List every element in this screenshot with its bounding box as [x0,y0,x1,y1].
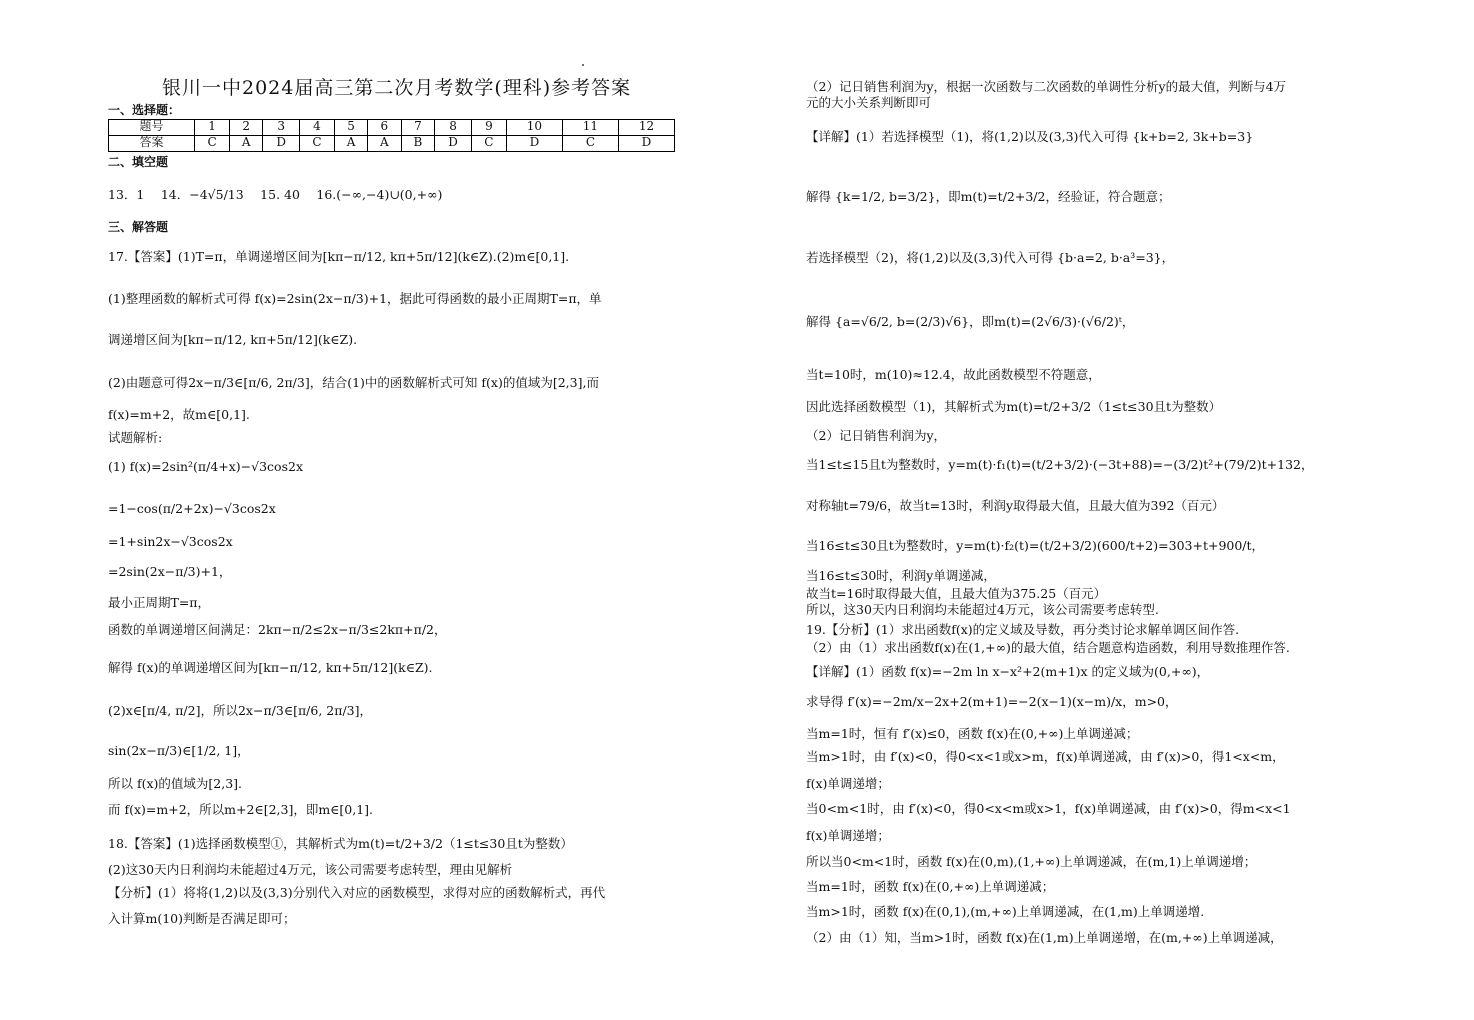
text-line: 最小正周期T=π， [108,595,211,610]
text-line: 18.【答案】(1)选择函数模型①，其解析式为m(t)=t/2+3/2（1≤t≤30且t为整数） [108,836,573,851]
text-line: 入计算m(10)判断是否满足即可； [108,911,296,926]
table-header-cell: 答案 [109,135,195,151]
table-cell: D [506,135,562,151]
text-line: =1−cos(π/2+2x)−√3cos2x [108,501,276,516]
table-cell: 8 [435,119,472,135]
text-line: 当m=1时，恒有 f′(x)≤0，函数 f(x)在(0,+∞)上单调递减； [806,726,1139,741]
text-line: （2）由（1）求出函数f(x)在(1,+∞)的最大值，结合题意构造函数，利用导数推理作答. [806,640,1290,655]
text-line: (1)整理函数的解析式可得 f(x)=2sin(2x−π/3)+1，据此可得函数的最小正周期T=π，单 [108,291,602,306]
text-line: 元的大小关系判断即可 [806,95,932,110]
table-cell: C [299,135,334,151]
text-line: 17.【答案】(1)T=π，单调递增区间为[kπ−π/12, kπ+5π/12](k∈Z).(2)m∈[0,1]. [108,249,570,264]
table-row-answers [109,135,675,151]
table-cell: 3 [263,119,300,135]
text-line: (2)由题意可得2x−π/3∈[π/6, 2π/3]，结合(1)中的函数解析式可知 f(x)的值域为[2,3],而 [108,375,599,390]
text-line: 故当t=16时取得最大值，且最大值为375.25（百元） [806,586,1107,601]
table-cell: C [195,135,230,151]
text-line: (2)这30天内日利润均未能超过4万元，该公司需要考虑转型，理由见解析 [108,862,513,877]
scan-dot [582,64,584,66]
section-fill-heading: 二、填空题 [108,154,169,169]
table-cell: D [263,135,300,151]
text-line: 解得 {a=√6/2, b=(2/3)√6}，即m(t)=(2√6/3)·(√6/2)ᵗ， [806,314,1135,329]
text-line: sin(2x−π/3)∈[1/2, 1]， [108,743,250,758]
text-line: 当16≤t≤30且t为整数时，y=m(t)·f₂(t)=(t/2+3/2)(600/t+2)=303+t+900/t， [806,538,1265,553]
text-line: （2）由（1）知，当m>1时，函数 f(x)在(1,m)上单调递增，在(m,+∞)上单调递减， [806,930,1283,945]
text-line: (1) f(x)=2sin²(π/4+x)−√3cos2x [108,459,304,474]
table-cell: C [562,135,618,151]
fill-answers: 13．1 14．−4√5/13 15. 40 16.(−∞,−4)∪(0,+∞) [108,187,443,202]
table-cell: 11 [562,119,618,135]
table-cell: C [471,135,506,151]
text-line: 因此选择函数模型（1)，其解析式为m(t)=t/2+3/2（1≤t≤30且t为整数） [806,399,1222,414]
table-cell: 7 [401,119,435,135]
text-line: 求导得 f′(x)=−2m/x−2x+2(m+1)=−2(x−1)(x−m)/x，m>0， [806,694,1178,709]
table-cell: 12 [618,119,674,135]
table-cell: B [401,135,435,151]
left-column [108,77,688,926]
table-cell: 9 [471,119,506,135]
text-line: (2)x∈[π/4, π/2]，所以2x−π/3∈[π/6, 2π/3]， [108,703,372,718]
text-line: （2）记日销售利润为y， [806,428,947,443]
text-line: 而 f(x)=m+2，所以m+2∈[2,3]，即m∈[0,1]. [108,802,374,817]
text-line: 解得 f(x)的单调递增区间为[kπ−π/12, kπ+5π/12](k∈Z). [108,660,433,675]
text-line: 所以当0<m<1时，函数 f(x)在(0,m),(1,+∞)上单调递减，在(m,1)上单调递增； [806,854,1257,869]
text-line: 当1≤t≤15且t为整数时，y=m(t)·f₁(t)=(t/2+3/2)·(−3t+88)=−(3/2)t²+(79/2)t+132， [806,457,1314,472]
table-cell: D [435,135,472,151]
text-line: 试题解析: [108,430,163,445]
text-line: =2sin(2x−π/3)+1， [108,564,232,579]
section-solve-heading: 三、解答题 [108,220,169,234]
text-line: f(x)=m+2，故m∈[0,1]. [108,407,250,422]
text-line: 当m>1时，函数 f(x)在(0,1),(m,+∞)上单调递减，在(1,m)上单调递增. [806,904,1205,919]
table-header-cell: 题号 [109,119,195,135]
table-cell: 1 [195,119,230,135]
table-cell: 6 [368,119,401,135]
page-title: 银川一中2024届高三第二次月考数学(理科)参考答案 [162,77,632,99]
section-choice-heading: 一、选择题： [108,102,181,117]
table-cell: A [230,135,263,151]
table-cell: D [618,135,674,151]
table-cell: A [334,135,367,151]
text-line: f(x)单调递增； [806,828,890,843]
text-line: 当t=10时，m(10)≈12.4，故此函数模型不符题意， [806,367,1101,382]
table-cell: 4 [299,119,334,135]
table-cell: 5 [334,119,367,135]
text-line: 解得 {k=1/2, b=3/2}，即m(t)=t/2+3/2，经验证，符合题意； [806,189,1171,204]
text-line: 调递增区间为[kπ−π/12, kπ+5π/12](k∈Z). [108,332,358,347]
text-line: 当0<m<1时，由 f′(x)<0，得0<x<m或x>1，f(x)单调递减，由 f′(x)>0，得m<x<1 [806,801,1291,816]
text-line: 19.【分析】(1）求出函数f(x)的定义域及导数，再分类讨论求解单调区间作答. [806,622,1240,637]
text-line: 所以，这30天内日利润均未能超过4万元，该公司需要考虑转型. [806,602,1159,617]
table-row-numbers [109,119,675,135]
text-line: f(x)单调递增； [806,776,890,791]
text-line: =1+sin2x−√3cos2x [108,534,233,549]
text-line: 当m>1时，由 f′(x)<0，得0<x<1或x>m，f(x)单调递减，由 f′(x)>0，得1<x<m， [806,749,1285,764]
text-line: （2）记日销售利润为y，根据一次函数与二次函数的单调性分析y的最大值，判断与4万 [806,79,1287,94]
table-cell: 10 [506,119,562,135]
text-line: 当16≤t≤30时，利润y单调递减， [806,568,996,583]
text-line: 【详解】(1）函数 f(x)=−2m ln x−x²+2(m+1)x 的定义域为(0,+∞)， [806,664,1210,679]
table-cell: A [368,135,401,151]
text-line: 【分析】(1）将将(1,2)以及(3,3)分别代入对应的函数模型，求得对应的函数解析式，再代 [108,885,606,900]
table-cell: 2 [230,119,263,135]
text-line: 函数的单调递增区间满足：2kπ−π/2≤2x−π/3≤2kπ+π/2， [108,622,447,637]
text-line: 对称轴t=79/6，故当t=13时，利润y取得最大值，且最大值为392（百元） [806,498,1225,513]
text-line: 【详解】(1）若选择模型（1)，将(1,2)以及(3,3)代入可得 {k+b=2, 3k+b=3} [806,129,1254,144]
choice-answer-table [108,119,675,152]
text-line: 当m=1时，函数 f(x)在(0,+∞)上单调递减； [806,879,1055,894]
text-line: 若选择模型（2)，将(1,2)以及(3,3)代入可得 {b·a=2, b·a³=3}， [806,250,1175,265]
text-line: 所以 f(x)的值域为[2,3]. [108,776,243,791]
